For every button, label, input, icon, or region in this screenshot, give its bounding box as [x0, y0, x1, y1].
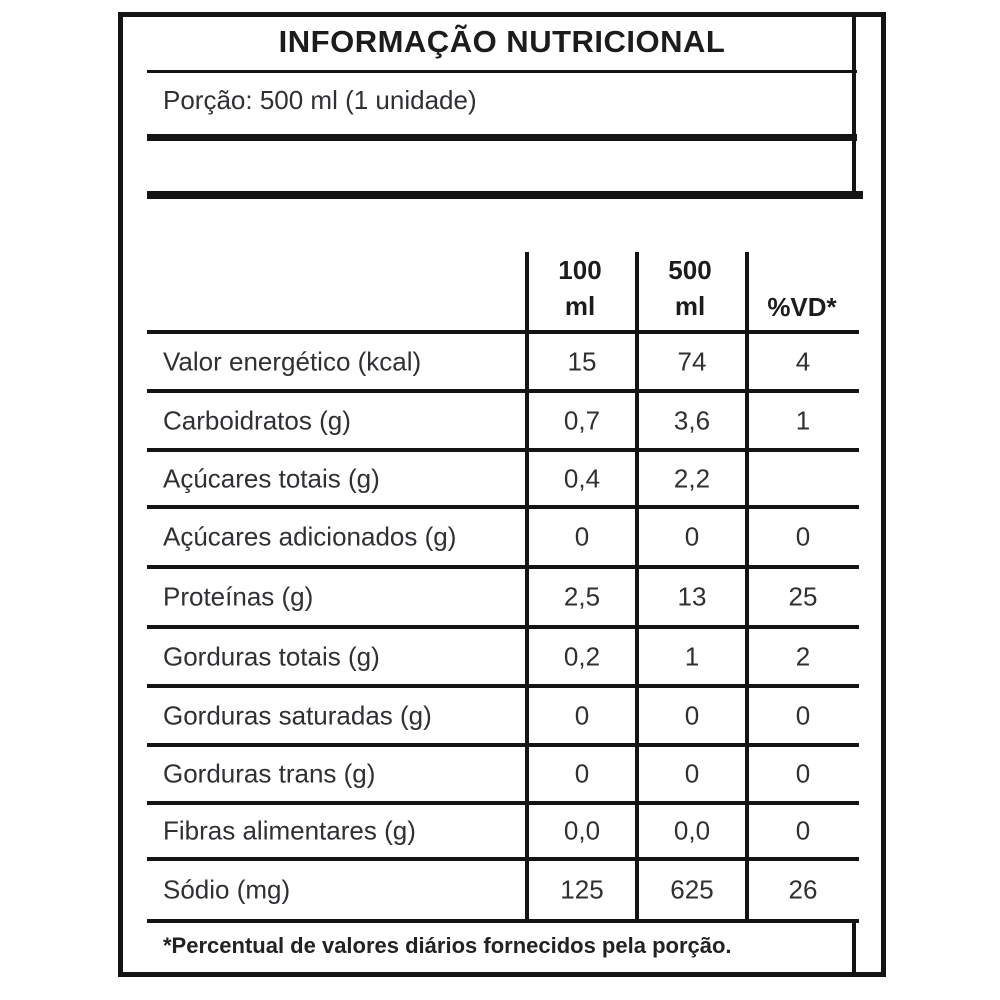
- col-header-100ml-unit: ml: [564, 291, 596, 321]
- table-row: [147, 393, 859, 448]
- row-label: Carboidratos (g): [163, 405, 351, 435]
- value-500ml: 74: [677, 346, 707, 376]
- value-vd: 26: [788, 874, 818, 905]
- value-500ml: 625: [670, 874, 714, 905]
- value-vd: 0: [795, 521, 811, 552]
- value-vd: 4: [795, 346, 811, 376]
- label-title: INFORMAÇÃO NUTRICIONAL: [278, 24, 726, 59]
- value-100ml: 2,5: [563, 581, 601, 612]
- row-divider-2: [147, 448, 859, 452]
- row-divider-3: [147, 505, 859, 509]
- col-header-100ml-amount: 100: [558, 255, 602, 285]
- row-label: Sódio (mg): [163, 874, 291, 905]
- col-header-500ml: [637, 252, 743, 324]
- value-100ml: 0,4: [563, 463, 601, 493]
- value-500ml: 0: [684, 700, 700, 730]
- value-500ml: 13: [677, 581, 707, 612]
- value-vd: 0: [795, 758, 811, 789]
- value-500ml: 1: [684, 641, 700, 671]
- divider-thick-2: [147, 191, 863, 199]
- table-row: [147, 452, 859, 505]
- footnote: *Percentual de valores diários fornecidos pela porção.: [163, 933, 732, 958]
- value-500ml: 3,6: [673, 405, 711, 435]
- value-100ml: 0,7: [563, 405, 601, 435]
- value-100ml: 0: [574, 758, 590, 789]
- row-label: Fibras alimentares (g): [163, 815, 416, 846]
- divider-thick-1: [147, 134, 857, 141]
- col-header-500ml-amount: 500: [668, 255, 712, 285]
- row-label: Gorduras totais (g): [163, 641, 380, 671]
- value-vd: 0: [795, 815, 811, 846]
- value-vd: 1: [795, 405, 811, 435]
- row-divider-6: [147, 684, 859, 688]
- value-100ml: 0,2: [563, 641, 601, 671]
- col-header-100ml: [527, 252, 633, 324]
- row-divider-5: [147, 625, 859, 629]
- row-divider-9: [147, 857, 859, 861]
- row-label: Gorduras trans (g): [163, 758, 376, 789]
- value-100ml: 0: [574, 521, 590, 552]
- table-row: [147, 747, 859, 801]
- row-label: Valor energético (kcal): [163, 346, 422, 376]
- serving-size: Porção: 500 ml (1 unidade): [163, 85, 477, 115]
- value-500ml: 0,0: [673, 815, 711, 846]
- table-row: [147, 688, 859, 743]
- row-divider-10: [147, 919, 859, 923]
- value-100ml: 125: [560, 874, 604, 905]
- row-label: Proteínas (g): [163, 581, 314, 612]
- table-row: [147, 629, 859, 684]
- value-vd: 25: [788, 581, 818, 612]
- table-row: [147, 861, 859, 919]
- value-500ml: 0: [684, 521, 700, 552]
- row-divider-1: [147, 389, 859, 393]
- table-row: [147, 569, 859, 625]
- row-label: Açúcares adicionados (g): [163, 521, 457, 552]
- table-row: [147, 334, 859, 389]
- divider-under-title: [147, 70, 857, 73]
- table-row: [147, 805, 859, 857]
- row-divider-0: [147, 330, 859, 334]
- value-100ml: 0,0: [563, 815, 601, 846]
- value-vd: 0: [795, 700, 811, 730]
- col-header-500ml-unit: ml: [674, 291, 706, 321]
- value-100ml: 0: [574, 700, 590, 730]
- value-500ml: 0: [684, 758, 700, 789]
- value-500ml: 2,2: [673, 463, 711, 493]
- value-vd: 2: [795, 641, 811, 671]
- row-label: Açúcares totais (g): [163, 463, 380, 493]
- value-100ml: 15: [567, 346, 597, 376]
- col-header-vd: %VD*: [767, 292, 837, 322]
- header-right-rule: [852, 17, 856, 199]
- row-divider-8: [147, 801, 859, 805]
- row-divider-7: [147, 743, 859, 747]
- row-label: Gorduras saturadas (g): [163, 700, 432, 730]
- table-row: [147, 509, 859, 565]
- row-divider-4: [147, 565, 859, 569]
